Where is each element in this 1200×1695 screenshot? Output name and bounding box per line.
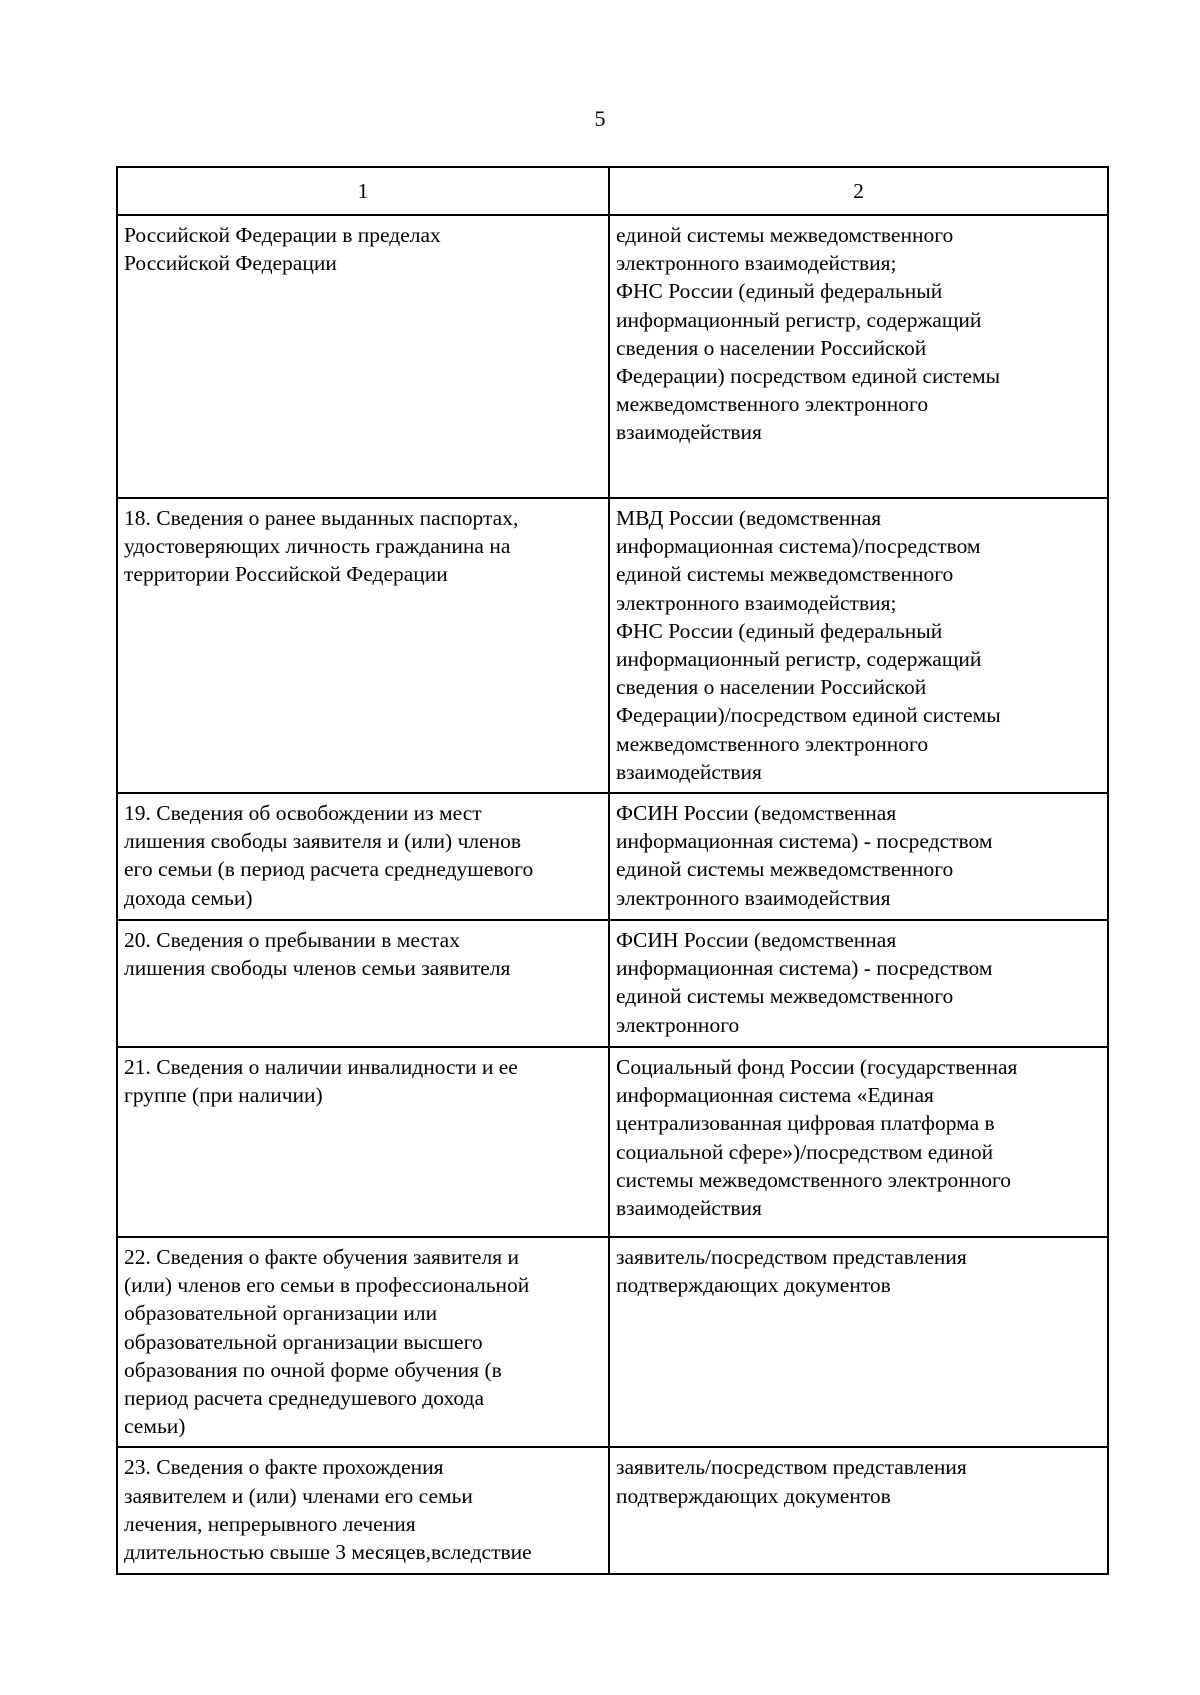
table-cell-info: 23. Сведения о факте прохождения заявителем и (или) членами его семьи лечения, непрерывного лечения длительностью свыше 3 месяцев,вследствие bbox=[117, 1447, 609, 1574]
table-cell-source: заявитель/посредством представления подтверждающих документов bbox=[609, 1447, 1108, 1574]
table-cell-info: 19. Сведения об освобождении из мест лишения свободы заявителя и (или) членов его семьи (в период расчета среднедушевого дохода семьи) bbox=[117, 793, 609, 920]
table-cell-source: ФСИН России (ведомственная информационная система) - посредством единой системы межведомственного электронного взаимодействия bbox=[609, 793, 1108, 920]
page-number: 5 bbox=[594, 106, 606, 131]
table-row bbox=[117, 920, 1108, 1047]
column-header-2: 2 bbox=[609, 167, 1108, 215]
table-row bbox=[117, 498, 1108, 793]
table-row bbox=[117, 1447, 1108, 1574]
table-cell-source: Социальный фонд России (государственная информационная система «Единая централизованная цифровая платформа в социальной сфере»)/посредством единой системы межведомственного электронного взаимодействия bbox=[609, 1047, 1108, 1237]
column-header-1: 1 bbox=[117, 167, 609, 215]
table-cell-source: ФСИН России (ведомственная информационная система) - посредством единой системы межведомственного электронного bbox=[609, 920, 1108, 1047]
table-cell-source: заявитель/посредством представления подтверждающих документов bbox=[609, 1237, 1108, 1447]
table-row bbox=[117, 215, 1108, 498]
table-cell-info: 22. Сведения о факте обучения заявителя и (или) членов его семьи в профессиональной образовательной организации или образовательной организации высшего образования по очной форме обучения (в период расчета среднедушевого дохода семьи) bbox=[117, 1237, 609, 1447]
table-cell-info: Российской Федерации в пределах Российской Федерации bbox=[117, 215, 609, 498]
table-header-row bbox=[117, 167, 1108, 215]
table-cell-info: 18. Сведения о ранее выданных паспортах, удостоверяющих личность гражданина на территории Российской Федерации bbox=[117, 498, 609, 793]
table-cell-source: единой системы межведомственного электронного взаимодействия; ФНС России (единый федеральный информационный регистр, содержащий сведения о населении Российской Федерации) посредством единой системы межведомственного электронного взаимодействия bbox=[609, 215, 1108, 498]
table-row bbox=[117, 1237, 1108, 1447]
data-table bbox=[116, 166, 1109, 1575]
table-cell-source: МВД России (ведомственная информационная система)/посредством единой системы межведомственного электронного взаимодействия; ФНС России (единый федеральный информационный регистр, содержащий сведения о населении Российской Федерации)/посредством единой системы межведомственного электронного взаимодействия bbox=[609, 498, 1108, 793]
table-cell-info: 21. Сведения о наличии инвалидности и ее группе (при наличии) bbox=[117, 1047, 609, 1237]
table-row bbox=[117, 1047, 1108, 1237]
table-cell-info: 20. Сведения о пребывании в местах лишения свободы членов семьи заявителя bbox=[117, 920, 609, 1047]
table-row bbox=[117, 793, 1108, 920]
